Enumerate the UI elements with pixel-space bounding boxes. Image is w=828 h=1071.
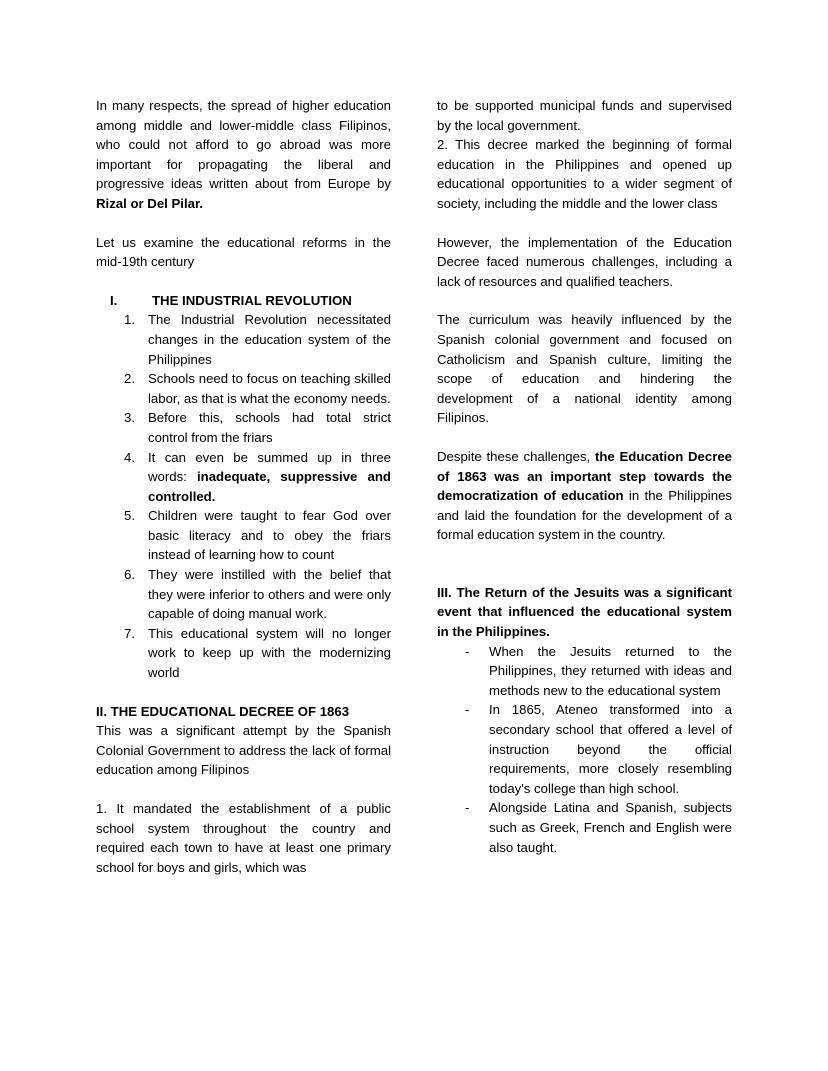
list-text: The Industrial Revolution necessitated changes in the education system of the Philippines <box>148 312 391 367</box>
list-text: They were instilled with the belief that they were inferior to others and were only capable of doing manual work. <box>148 567 391 622</box>
section-iii-list <box>437 642 732 858</box>
list-text: Schools need to focus on teaching skilled labor, as that is what the economy needs. <box>148 371 391 406</box>
list-marker: 5. <box>124 508 135 524</box>
list-item <box>124 565 391 624</box>
spacer <box>96 780 391 799</box>
spacer <box>96 683 391 702</box>
right-paragraph-5 <box>437 447 732 545</box>
intro-paragraph-1 <box>96 96 391 214</box>
list-text <box>148 448 391 507</box>
list-item <box>124 624 391 683</box>
intro-paragraph-2: Let us examine the educational reforms in the mid-19th century <box>96 234 391 270</box>
list-text: This educational system will no longer work to keep up with the modernizing world <box>148 625 391 681</box>
list-item <box>124 310 391 369</box>
intro-paragraph-1-text: In many respects, the spread of higher education among middle and lower-middle class Filipinos, who could not afford to go abroad was more important for propagating the liberal and progressive ideas written about from Europe by <box>96 98 391 192</box>
list-marker: - <box>465 702 470 718</box>
list-marker: 6. <box>124 567 135 583</box>
list-item <box>465 700 732 798</box>
section-i-list <box>96 310 391 682</box>
list-text: Before this, schools had total strict control from the friars <box>148 410 391 445</box>
list-item <box>124 448 391 507</box>
section-ii-paragraph-2: 1. It mandated the establishment of a public school system throughout the country and required each town to have at least one primary school for boys and girls, which was <box>96 801 391 875</box>
right-paragraph-4: The curriculum was heavily influenced by the Spanish colonial government and focused on Catholicism and Spanish culture, limiting the scope of education and hindering the development of a national identity among Filipinos. <box>437 312 732 426</box>
list-item <box>465 798 732 857</box>
right-column <box>437 96 732 857</box>
right-paragraph-5-emphasis: the Education Decree of 1863 was an important step towards the democratization of education <box>437 448 732 504</box>
section-i-title: THE INDUSTRIAL REVOLUTION <box>152 292 352 308</box>
right-paragraph-5-text-end: in the Philippines and laid the foundation for the development of a formal education system in the country. <box>437 488 732 543</box>
list-marker: 4. <box>124 449 135 465</box>
section-i-numeral: I. <box>110 292 118 308</box>
section-ii-paragraph-1: This was a significant attempt by the Spanish Colonial Government to address the lack of formal education among Filipinos <box>96 723 391 778</box>
right-paragraph-5-text-start: Despite these challenges, <box>437 448 595 464</box>
intro-paragraph-1-emphasis: Rizal or Del Pilar. <box>96 195 204 211</box>
two-column-layout <box>96 96 732 877</box>
list-item <box>124 408 391 447</box>
list-marker: 3. <box>124 410 135 426</box>
list-marker: 1. <box>124 312 135 328</box>
list-text: Children were taught to fear God over basic literacy and to obey the friars instead of learning how to count <box>148 508 391 563</box>
section-i-heading <box>110 291 391 311</box>
section-ii-heading: II. THE EDUCATIONAL DECREE OF 1863 <box>96 703 350 719</box>
list-item <box>124 506 391 565</box>
right-paragraph-2: 2. This decree marked the beginning of formal education in the Philippines and opened up educational opportunities to a wider segment of society, including the middle and the lower class <box>437 137 732 211</box>
spacer <box>437 564 732 583</box>
list-text-emphasis: inadequate, suppressive and controlled. <box>148 469 391 504</box>
section-iii-heading: III. The Return of the Jesuits was a significant event that influenced the educational system in the Philippines. <box>437 584 732 640</box>
right-paragraph-3: However, the implementation of the Education Decree faced numerous challenges, including a lack of resources and qualified teachers. <box>437 234 732 289</box>
list-text-plain: It can even be summed up in three words: <box>148 449 391 485</box>
list-marker: 2. <box>124 371 135 387</box>
list-marker: - <box>465 643 470 659</box>
list-marker: 7. <box>124 625 135 641</box>
list-text: When the Jesuits returned to the Philippines, they returned with ideas and methods new to the educational system <box>489 643 732 698</box>
list-text: Alongside Latina and Spanish, subjects such as Greek, French and English were also taught. <box>489 800 732 855</box>
list-text: In 1865, Ateneo transformed into a secondary school that offered a level of instruction beyond the official requirements, more closely resembling today's college than high school. <box>489 702 732 796</box>
list-item <box>465 642 732 701</box>
right-paragraph-continued: to be supported municipal funds and supervised by the local government. <box>437 98 732 133</box>
list-marker: - <box>465 800 470 816</box>
list-item <box>124 369 391 408</box>
left-column <box>96 96 391 877</box>
